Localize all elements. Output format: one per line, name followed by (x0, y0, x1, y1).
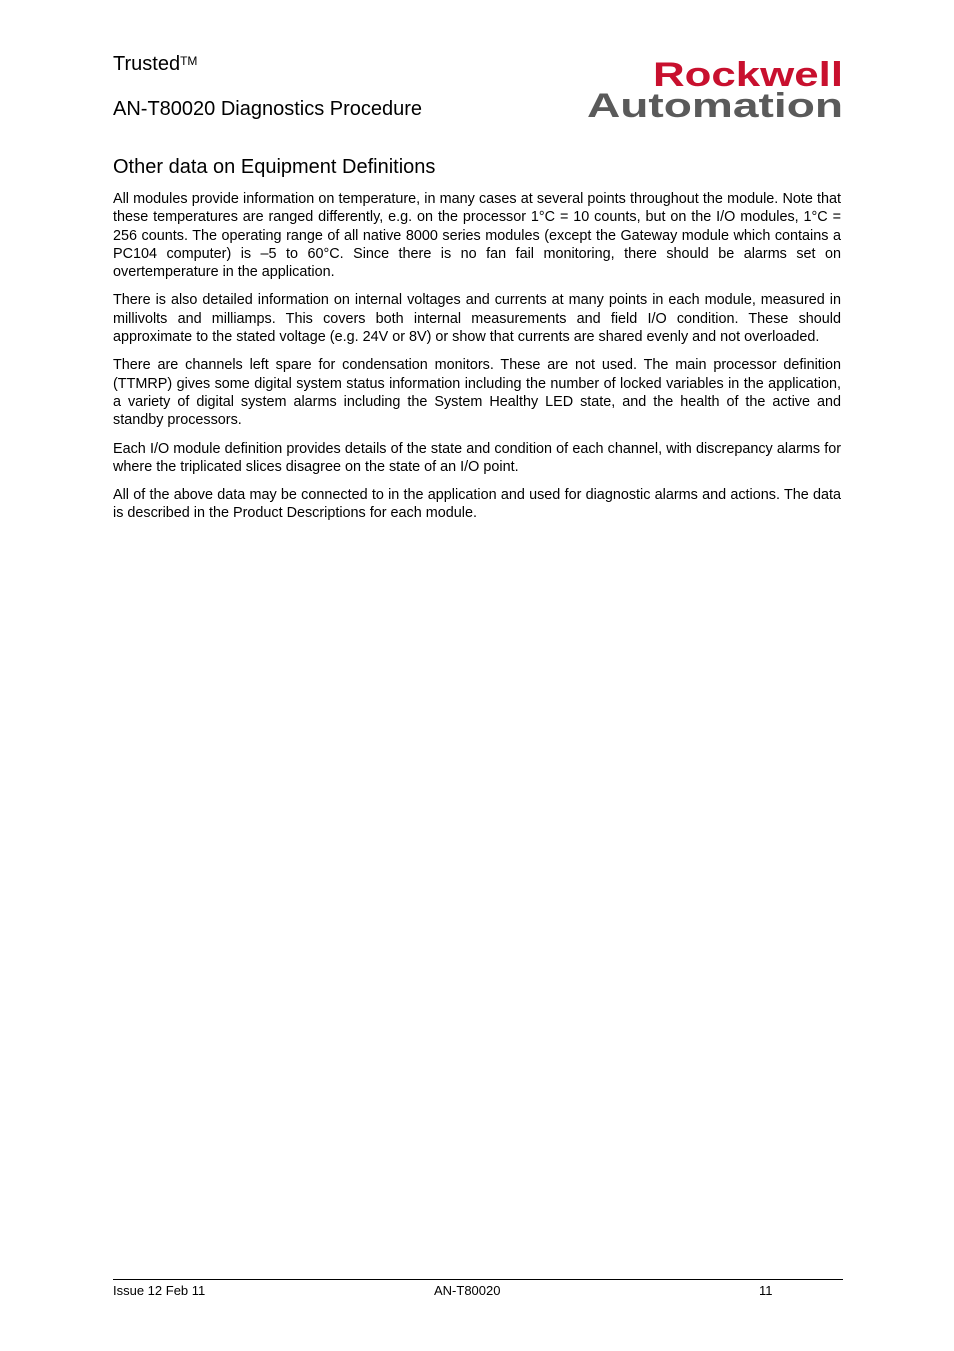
logo-line-rockwell: Rockwell (653, 56, 843, 94)
paragraph-application-data: All of the above data may be connected to in the application and used for diagnostic alarms and actions. The data is described in the Product Descriptions for each module. (113, 487, 841, 522)
paragraph-temperature: All modules provide information on temperature, in many cases at several points throughout the module. Note that these temperatures are ranged differently, e.g. on the processor 1°C = 10 counts, but on the I/O modules, 1°C = 256 counts. The operating range of all native 8000 series modules (except the Gateway module which contains a PC104 computer) is –5 to 60°C. Since there is no fan fail monitoring, there should be alarms set on overtemperature in the application. (113, 191, 841, 281)
product-name-text: Trusted (113, 53, 181, 75)
footer-issue: Issue 12 Feb 11 (113, 1283, 206, 1298)
section-heading: Other data on Equipment Definitions (113, 156, 436, 178)
paragraph-voltages: There is also detailed information on internal voltages and currents at many points in each module, measured in millivolts and milliamps. This covers both internal measurements and field I/O condition. These should approximate to the stated voltage (e.g. 24V or 8V) or show that currents are shared evenly and not overloaded. (113, 292, 841, 346)
footer-page-number: 11 (759, 1283, 773, 1298)
paragraph-io-module: Each I/O module definition provides details of the state and condition of each channel, with discrepancy alarms for where the triplicated slices disagree on the state of an I/O point. (113, 440, 841, 475)
paragraph-spare-channels: There are channels left spare for condensation monitors. These are not used. The main processor definition (TTMRP) gives some digital system status information including the number of locked variables in the application, a variety of digital system alarms including the System Healthy LED state, and the health of the active and standby processors. (113, 357, 841, 429)
trademark-mark: TM (180, 54, 198, 68)
product-name (113, 52, 197, 76)
body-text (113, 190, 841, 533)
footer-divider (113, 1279, 843, 1280)
rockwell-automation-logo (585, 56, 845, 120)
document-title: AN-T80020 Diagnostics Procedure (113, 98, 423, 120)
logo-line-automation: Automation (587, 87, 843, 120)
footer-doc-number: AN-T80020 (434, 1283, 501, 1298)
